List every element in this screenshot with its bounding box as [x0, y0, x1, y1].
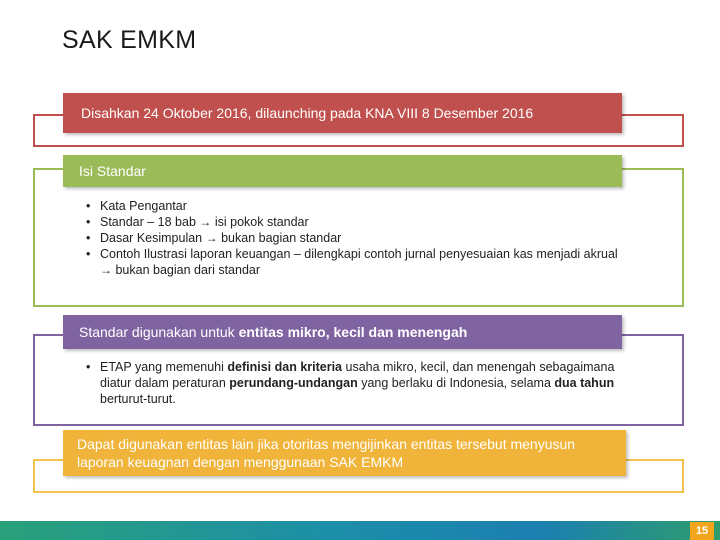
section4-text: Dapat digunakan entitas lain jika otoritas mengijinkan entitas tersebut menyusun laporan keuagnan dengan menggunaan SAK EMKM	[77, 436, 576, 470]
list-item: • Contoh Ilustrasi laporan keuangan – dilengkapi contoh jurnal penyesuaian kas menjadi akrual → bukan bagian dari standar	[86, 247, 618, 277]
section2-header: Isi Standar	[79, 163, 146, 179]
bullet-icon: •	[86, 360, 91, 374]
bullet-icon: •	[86, 231, 91, 245]
arrow-right-icon: →	[199, 215, 212, 229]
list-item: • Standar – 18 bab → isi pokok standar	[86, 215, 309, 229]
bullet-icon: •	[86, 247, 91, 261]
page-number: 15	[690, 522, 714, 540]
list-item: • Kata Pengantar	[86, 199, 187, 213]
section3-header: Standar digunakan untuk	[79, 324, 239, 340]
section3-bar	[63, 315, 622, 349]
footer-bar	[0, 521, 720, 540]
section1-text: Disahkan 24 Oktober 2016, dilaunching pada KNA VIII 8 Desember 2016	[81, 105, 534, 121]
section1-bar	[63, 93, 622, 133]
section2-list	[86, 198, 626, 278]
list-item: • ETAP yang memenuhi definisi dan kriteria usaha mikro, kecil, dan menengah sebagaimana diatur dalam peraturan perundang-undangan yang berlaku di Indonesia, selama dua tahun berturut-turut.	[86, 360, 615, 406]
slide-title: SAK EMKM	[62, 26, 197, 54]
section3-list	[86, 359, 626, 407]
section3-header-bold: entitas mikro, kecil dan menengah	[238, 324, 468, 340]
section2-bar	[63, 155, 622, 187]
bullet-icon: •	[86, 199, 91, 213]
section4-bar	[63, 430, 626, 476]
bullet-icon: •	[86, 215, 91, 229]
list-item: • Dasar Kesimpulan → bukan bagian standar	[86, 231, 342, 245]
arrow-right-icon: →	[205, 231, 218, 245]
arrow-right-icon: →	[100, 263, 112, 277]
